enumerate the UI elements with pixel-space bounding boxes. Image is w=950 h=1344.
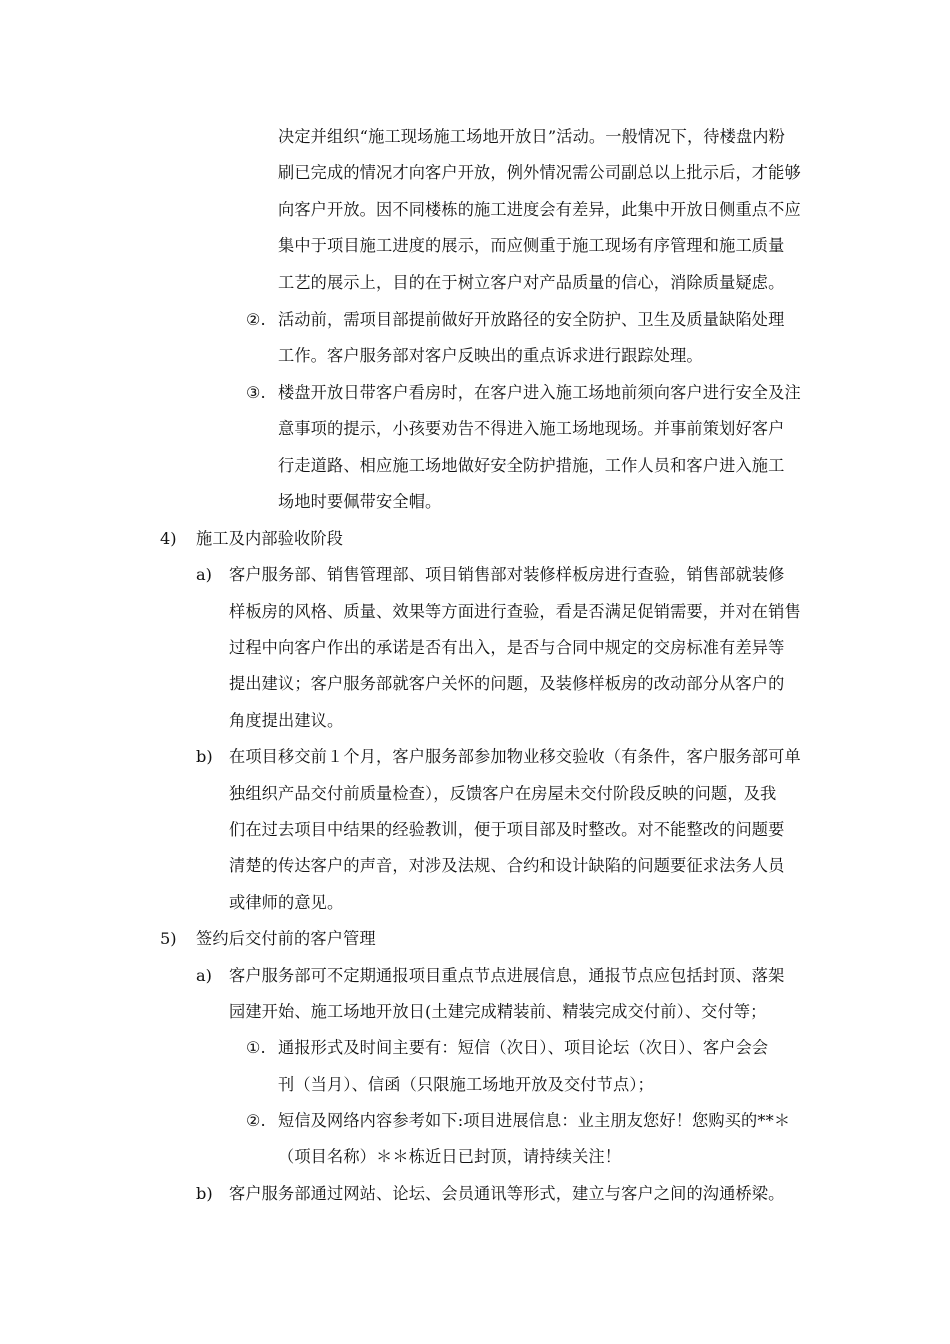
item-line: 客户服务部可不定期通报项目重点节点进展信息，通报节点应包括封顶、落架 xyxy=(229,966,785,985)
paragraph-line: 工艺的展示上，目的在于树立客户对产品质量的信心，消除质量疑虑。 xyxy=(278,273,785,292)
section-heading: 签约后交付前的客户管理 xyxy=(196,929,376,948)
paragraph-line: 决定并组织“施工现场施工场地开放日”活动。一般情况下，待楼盘内粉 xyxy=(278,127,785,146)
item-marker: ②. xyxy=(246,310,266,329)
item-marker: b) xyxy=(196,1184,213,1203)
sub-item-marker: ①. xyxy=(246,1038,266,1057)
item-marker: a) xyxy=(196,966,212,985)
item-line: 意事项的提示，小孩要劝告不得进入施工场地现场。并事前策划好客户 xyxy=(278,419,785,438)
section-marker: 5) xyxy=(160,929,177,948)
item-line: 客户服务部通过网站、论坛、会员通讯等形式，建立与客户之间的沟通桥梁。 xyxy=(229,1184,785,1203)
section-heading: 施工及内部验收阶段 xyxy=(196,529,344,548)
item-line: 在项目移交前１个月，客户服务部参加物业移交验收（有条件，客户服务部可单 xyxy=(229,747,801,766)
item-line: 清楚的传达客户的声音，对涉及法规、合约和设计缺陷的问题要征求法务人员 xyxy=(229,856,785,875)
item-marker: ③. xyxy=(246,383,266,402)
sub-item-line: （项目名称）＊＊栋近日已封顶，请持续关注！ xyxy=(278,1147,622,1166)
paragraph-line: 集中于项目施工进度的展示，而应侧重于施工现场有序管理和施工质量 xyxy=(278,236,785,255)
item-line: 过程中向客户作出的承诺是否有出入，是否与合同中规定的交房标准有差异等 xyxy=(229,638,785,657)
sub-item-marker: ②. xyxy=(246,1111,266,1130)
item-line: 楼盘开放日带客户看房时，在客户进入施工场地前须向客户进行安全及注 xyxy=(278,383,801,402)
item-line: 们在过去项目中结果的经验教训，便于项目部及时整改。对不能整改的问题要 xyxy=(229,820,785,839)
item-line: 提出建议；客户服务部就客户关怀的问题，及装修样板房的改动部分从客户的 xyxy=(229,674,785,693)
paragraph-line: 向客户开放。因不同楼栋的施工进度会有差异，此集中开放日侧重点不应 xyxy=(278,200,801,219)
item-line: 场地时要佩带安全帽。 xyxy=(278,492,442,511)
item-line: 客户服务部、销售管理部、项目销售部对装修样板房进行查验，销售部就装修 xyxy=(229,565,785,584)
item-line: 独组织产品交付前质量检查），反馈客户在房屋未交付阶段反映的问题，及我 xyxy=(229,784,777,803)
sub-item-line: 通报形式及时间主要有：短信（次日）、项目论坛（次日）、客户会会 xyxy=(278,1038,769,1057)
sub-item-line: 短信及网络内容参考如下:项目进展信息：业主朋友您好！您购买的**＊ xyxy=(278,1111,791,1130)
item-line: 角度提出建议。 xyxy=(229,711,344,730)
item-line: 活动前，需项目部提前做好开放路径的安全防护、卫生及质量缺陷处理 xyxy=(278,310,785,329)
item-marker: b) xyxy=(196,747,213,766)
section-marker: 4) xyxy=(160,529,177,548)
item-marker: a) xyxy=(196,565,212,584)
item-line: 园建开始、施工场地开放日(土建完成精装前、精装完成交付前）、交付等； xyxy=(229,1002,767,1021)
item-line: 样板房的风格、质量、效果等方面进行查验，看是否满足促销需要，并对在销售 xyxy=(229,602,801,621)
sub-item-line: 刊（当月）、信函（只限施工场地开放及交付节点）； xyxy=(278,1075,654,1094)
item-line: 或律师的意见。 xyxy=(229,893,344,912)
item-line: 工作。客户服务部对客户反映出的重点诉求进行跟踪处理。 xyxy=(278,346,703,365)
item-line: 行走道路、相应施工场地做好安全防护措施，工作人员和客户进入施工 xyxy=(278,456,785,475)
paragraph-line: 刷已完成的情况才向客户开放，例外情况需公司副总以上批示后，才能够 xyxy=(278,163,801,182)
